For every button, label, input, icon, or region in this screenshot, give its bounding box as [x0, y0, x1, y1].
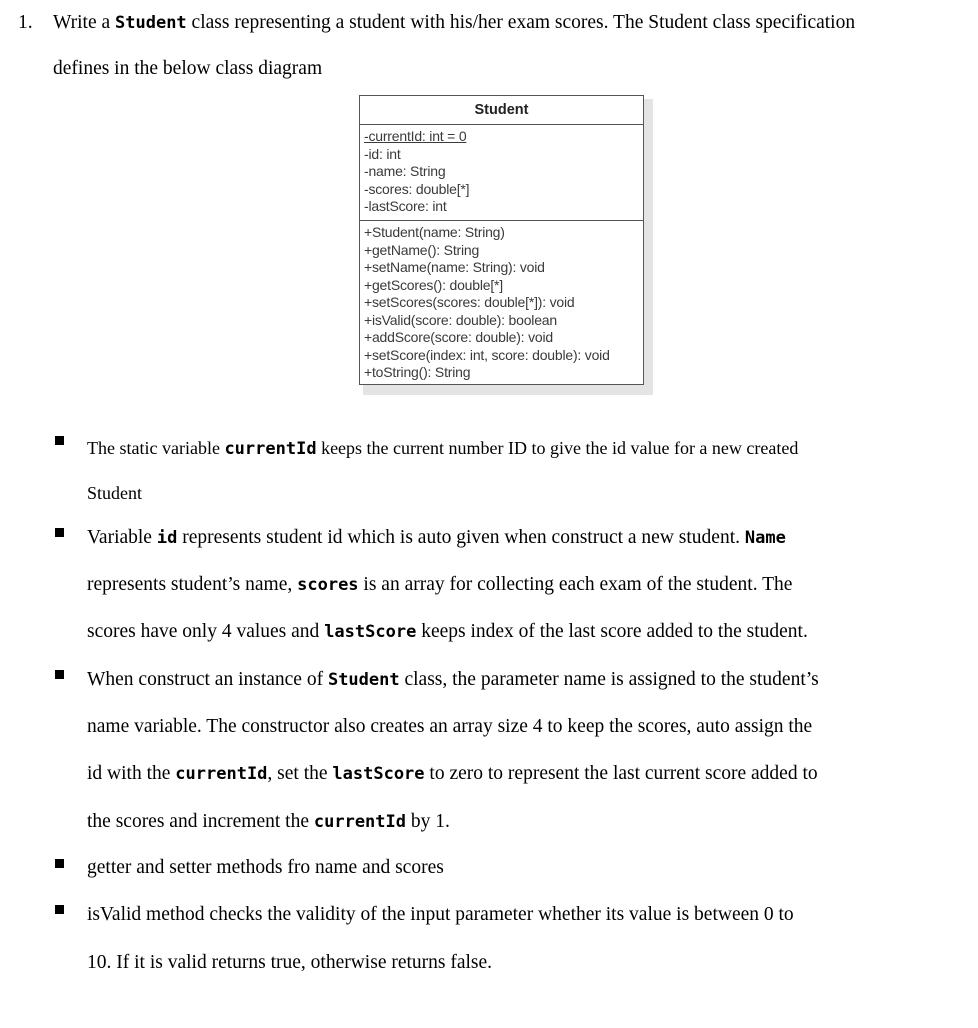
- bullet-square-icon: [55, 905, 64, 914]
- uml-attributes: [360, 125, 643, 221]
- bullet-4-line-1: getter and setter methods fro name and scores: [87, 857, 444, 878]
- bullet-3-line-4: the scores and increment the currentId by 1.: [87, 811, 450, 832]
- uml-class-diagram: [359, 95, 644, 385]
- code-currentid: currentId: [224, 439, 317, 459]
- bullet-2-line-2: represents student’s name, scores is an array for collecting each exam of the student. The: [87, 574, 793, 595]
- uml-method: +setScore(index: int, score: double): void: [364, 346, 610, 363]
- question-line-2: defines in the below class diagram: [53, 58, 323, 79]
- bullet-3-line-3: id with the currentId, set the lastScore to zero to represent the last current score added to: [87, 763, 818, 784]
- uml-method: +addScore(score: double): void: [364, 329, 553, 345]
- code-student: Student: [115, 13, 187, 33]
- uml-methods: [360, 221, 643, 385]
- uml-method: +getScores(): double[*]: [364, 276, 503, 293]
- code-id: id: [156, 528, 178, 548]
- question-line-1: [18, 12, 855, 34]
- uml-attribute: -name: String: [364, 163, 446, 179]
- code-name: Name: [744, 528, 786, 548]
- code-student: Student: [327, 670, 400, 690]
- uml-method: +setName(name: String): void: [364, 259, 545, 275]
- uml-method: +getName(): String: [364, 241, 480, 258]
- bullet-5-line-1: isValid method checks the validity of the input parameter whether its value is between 0 to: [87, 904, 794, 925]
- bullet-1-line-1: The static variable currentId keeps the current number ID to give the id value for a new created: [87, 438, 799, 459]
- bullet-square-icon: [55, 436, 64, 445]
- question-number: 1.: [18, 12, 33, 33]
- question-text: Write a: [53, 12, 116, 33]
- bullet-square-icon: [55, 528, 64, 537]
- uml-attribute: -currentId: int = 0: [364, 128, 467, 144]
- code-scores: scores: [297, 575, 359, 595]
- uml-attribute: -lastScore: int: [364, 198, 447, 214]
- bullet-5-line-2: 10. If it is valid returns true, otherwise returns false.: [87, 952, 493, 973]
- bullet-1-line-2: Student: [87, 483, 143, 503]
- uml-attribute: -scores: double[*]: [364, 180, 470, 197]
- code-lastscore: lastScore: [324, 622, 417, 642]
- uml-method: +toString(): String: [364, 364, 471, 380]
- uml-method: +isValid(score: double): boolean: [364, 311, 557, 328]
- uml-method: +setScores(scores: double[*]): void: [364, 294, 575, 310]
- uml-class-name: Student: [360, 96, 643, 125]
- uml-attribute: -id: int: [364, 145, 401, 162]
- bullet-2-line-1: Variable id represents student id which is auto given when construct a new student. Name: [87, 527, 786, 548]
- bullet-square-icon: [55, 670, 64, 679]
- code-currentid: currentId: [313, 812, 406, 832]
- uml-method: +Student(name: String): [364, 224, 505, 240]
- question-text-cont: class representing a student with his/her exam scores. The Student class specification: [186, 12, 856, 33]
- bullet-3-line-1: When construct an instance of Student class, the parameter name is assigned to the student’s: [87, 669, 819, 690]
- bullet-square-icon: [55, 859, 64, 868]
- code-lastscore: lastScore: [332, 764, 425, 784]
- code-currentid: currentId: [175, 764, 268, 784]
- bullet-3-line-2: name variable. The constructor also creates an array size 4 to keep the scores, auto assign the: [87, 716, 813, 737]
- bullet-2-line-3: scores have only 4 values and lastScore keeps index of the last score added to the student.: [87, 621, 808, 642]
